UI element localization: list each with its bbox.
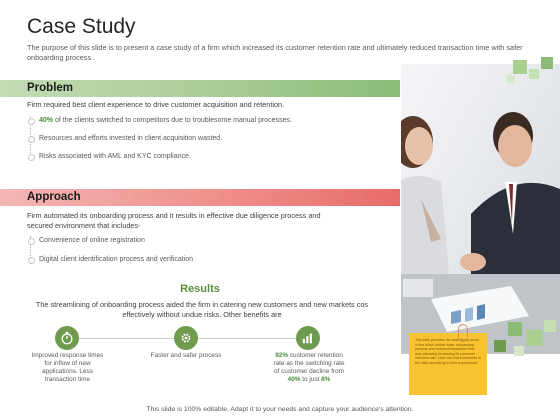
decorative-squares-bottom: [488, 320, 560, 365]
paperclip-icon: [458, 324, 468, 342]
business-people-photo: [401, 64, 560, 354]
problem-item: [31, 134, 292, 143]
problem-summary: Firm required best client experience to drive customer acquisition and retention.: [27, 100, 285, 109]
approach-heading: Approach: [27, 191, 81, 203]
benefit-text: Faster and safer process: [150, 352, 222, 359]
approach-item: [31, 255, 193, 264]
problem-item: [31, 152, 292, 161]
benefit-text: Improved response times for inflow of new applications. Less transaction time: [31, 352, 104, 383]
benefit-highlight: 8%: [321, 376, 331, 383]
problem-item: [31, 116, 292, 125]
gear-icon: [174, 326, 198, 350]
problem-item-text: Risks associated with AML and KYC compliance.: [39, 153, 191, 160]
benefit-text-part: to just: [300, 376, 322, 383]
decorative-squares-top: [505, 55, 560, 90]
approach-item: [31, 236, 193, 245]
problem-item-text: of the clients switched to competitors due to troublesome manual processes.: [53, 117, 292, 124]
benefit-text: [272, 352, 346, 384]
problem-item-highlight: 40%: [39, 117, 54, 124]
slide-title: Case Study: [27, 15, 136, 38]
problem-item-text: Resources and efforts invested in client acquisition wasted.: [39, 135, 223, 142]
benefit-highlight: 40%: [287, 376, 301, 383]
results-heading: Results: [180, 283, 220, 295]
benefit-text-part: customer retention rate as the switching rate of customer decline from: [273, 352, 345, 375]
footer-text: This slide is 100% editable. Adapt it to your needs and capture your audience's attention.: [146, 406, 414, 413]
stopwatch-icon: [55, 326, 79, 350]
intro-text: The purpose of this slide is to present a case study of a firm which increased its customer retention rate and ultimately reduced transaction time with safer onboarding process .: [27, 43, 523, 62]
approach-item-text: Digital client identification process and verification: [39, 256, 194, 263]
approach-list: [30, 236, 193, 264]
problem-band: [0, 80, 400, 97]
results-text: The streamlining of onboarding process aided the firm in catering new customers and new markets cos effectively without undue risks. Other benefits are: [35, 300, 369, 319]
chart-people-icon: [296, 326, 320, 350]
problem-heading: Problem: [27, 82, 74, 94]
approach-item-text: Convenience of online registration: [39, 237, 145, 244]
benefit-highlight: 92%: [275, 352, 289, 359]
approach-band: [0, 189, 400, 206]
sticky-note: This slide provides the case study about a firm which deliver safer onboarding process and reduced transaction time and ultimately increasing its customer retention rate. User can mark elements in the slide according to their requirement.: [409, 333, 487, 395]
approach-summary: Firm automated its onboarding process and it results in effective due diligence process and secured environment that includes-: [27, 211, 321, 230]
problem-list: [30, 116, 292, 161]
